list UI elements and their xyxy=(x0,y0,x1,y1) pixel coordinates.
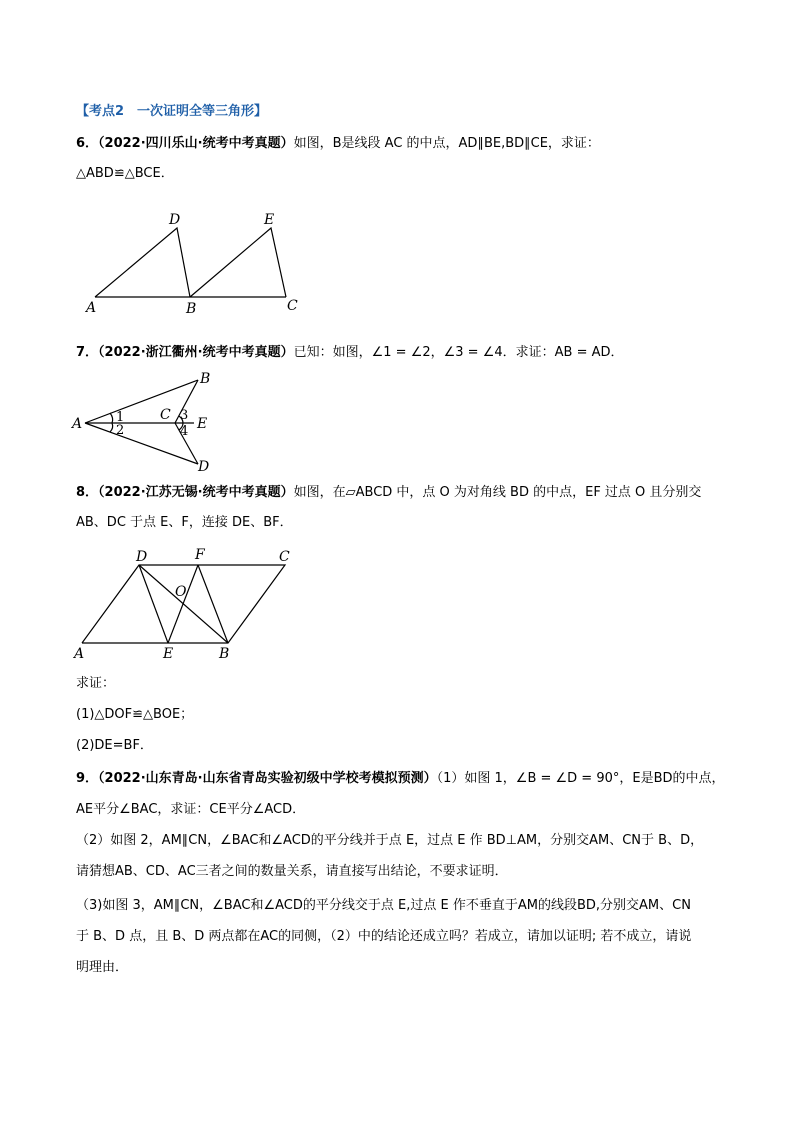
q6-label-d: D xyxy=(169,212,181,228)
q7-label-c: C xyxy=(160,407,171,423)
q8-label-e: E xyxy=(163,646,174,662)
q7-label-e: E xyxy=(197,416,208,432)
q7-text: 已知：如图，∠1 = ∠2，∠3 = ∠4．求证：AB = AD． xyxy=(293,345,624,360)
q7-angle-1: 1 xyxy=(116,410,125,425)
q6-label-c: C xyxy=(287,298,298,314)
q9-line4: 请猜想AB、CD、AC三者之间的数量关系，请直接写出结论，不要求证明． xyxy=(76,864,508,879)
q6-label-b: B xyxy=(186,301,197,317)
q8-label-d: D xyxy=(136,549,148,565)
q8-segment-bf xyxy=(198,565,228,643)
q8-label-b: B xyxy=(219,646,230,662)
q7-label-a: A xyxy=(72,416,83,432)
q8-prove: 求证： xyxy=(76,676,116,691)
q8-part1: (1)△DOF≌△BOE； xyxy=(76,707,194,722)
q8-label-f: F xyxy=(195,547,205,563)
q8-label-a: A xyxy=(74,646,85,662)
q9-number: 9． xyxy=(76,771,99,786)
q9-line7: 明理由． xyxy=(76,960,129,975)
q8-label-o: O xyxy=(175,584,187,600)
q7-number: 7． xyxy=(76,345,99,360)
q9-line6: 于 B、D 点，且 B、D 两点都在AC的同侧，（2）中的结论还成立吗？若成立，请加以证明; 若不成立，请说 xyxy=(76,929,692,944)
q9-line2: AE平分∠BAC，求证：CE平分∠ACD． xyxy=(76,802,306,817)
section-title: 【考点2 一次证明全等三角形】 xyxy=(76,104,268,119)
q8-segment-ef xyxy=(168,565,198,643)
q6-line2: △ABD≌△BCE． xyxy=(76,166,174,181)
q6-label-e: E xyxy=(264,212,275,228)
q7-angle-4: 4 xyxy=(180,424,189,439)
q8-text: 如图，在▱ABCD 中，点 O 为对角线 BD 的中点，EF 过点 O 且分别交 xyxy=(293,485,702,500)
q9-line1 xyxy=(76,770,725,788)
q7-label-b: B xyxy=(200,371,211,387)
q9-text: （1）如图 1，∠B = ∠D = 90°，E是BD的中点， xyxy=(436,771,725,786)
q8-source: （2022·江苏无锡·统考中考真题） xyxy=(98,485,294,500)
q9-source: （2022·山东青岛·山东省青岛实验初级中学校考模拟预测） xyxy=(98,771,437,786)
q8-number: 8． xyxy=(76,485,99,500)
q7-source: （2022·浙江衢州·统考中考真题） xyxy=(98,345,294,360)
q6-number: 6． xyxy=(76,136,99,151)
q6-source: （2022·四川乐山·统考中考真题） xyxy=(98,136,294,151)
q8-part2: (2)DE=BF． xyxy=(76,738,153,753)
q6-label-a: A xyxy=(86,300,97,316)
q8-line2: AB、DC 于点 E、F，连接 DE、BF． xyxy=(76,515,293,530)
q8-label-c: C xyxy=(279,549,290,565)
q9-line3: （2）如图 2，AM∥CN，∠BAC和∠ACD的平分线并于点 E，过点 E 作 BD⊥AM，分别交AM、CN于 B、D， xyxy=(76,833,704,848)
q7-angle-3: 3 xyxy=(180,408,189,423)
q9-line5: （3)如图 3，AM∥CN，∠BAC和∠ACD的平分线交于点 E,过点 E 作不垂直于AM的线段BD,分别交AM、CN xyxy=(76,898,691,913)
q8-segment-de xyxy=(139,565,168,643)
q7-label-d: D xyxy=(198,459,210,475)
q6-text: 如图，B是线段 AC 的中点，AD∥BE,BD∥CE，求证： xyxy=(293,136,600,151)
q7-angle-2: 2 xyxy=(116,423,125,438)
